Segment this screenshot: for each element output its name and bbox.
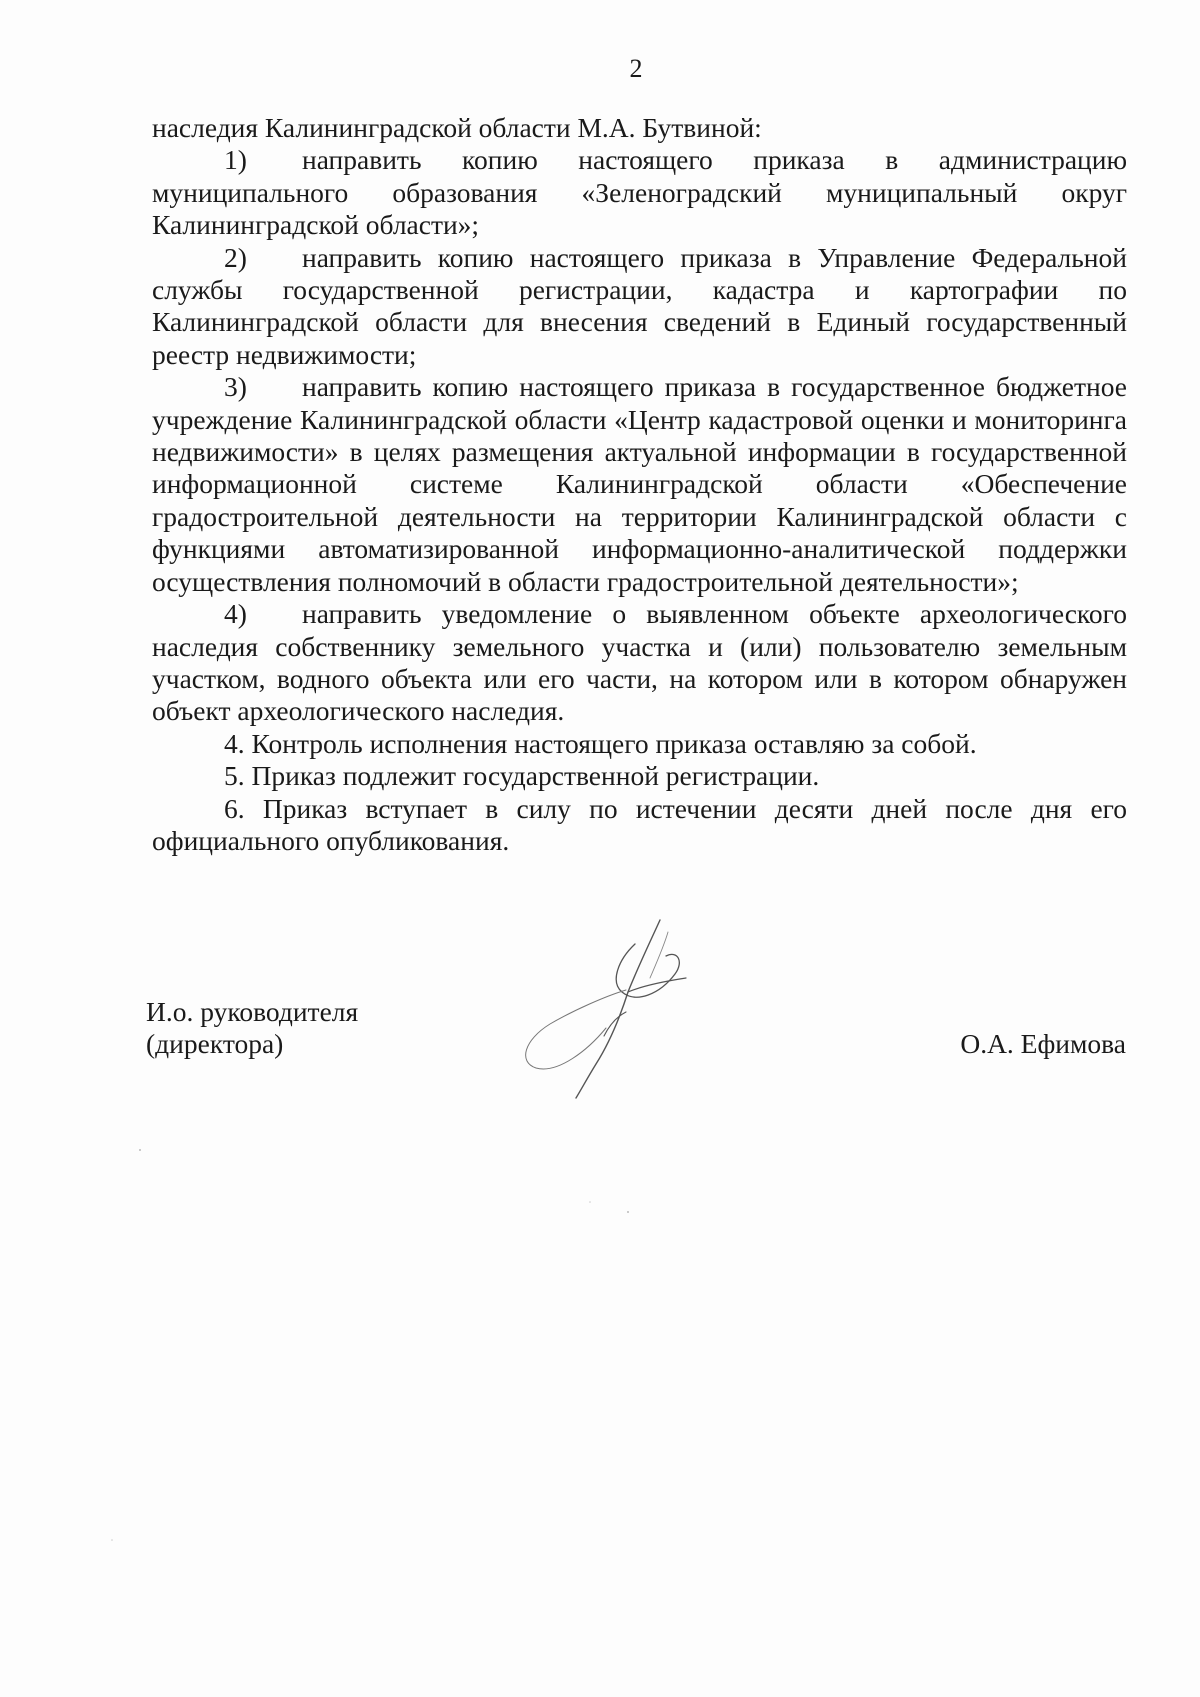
scan-speck <box>589 1201 591 1203</box>
list-item-number: 1) <box>224 144 247 176</box>
scan-speck <box>111 1539 113 1541</box>
scan-speck <box>139 1149 141 1151</box>
list-item-text: направить копию настоящего приказа в государственное бюджетное учреждение Калининградской области «Центр кадастровой оценки и мониторинга недвижимости» в целях размещения актуальной информации в государственной информационной системе Калининградской области «Обеспечение градостроительной деятельности на территории Калининградской области с функциями автоматизированной информационно-аналитической поддержки осуществления полномочий в области градостроительной деятельности»; <box>152 371 1127 597</box>
list-item-text: направить копию настоящего приказа в Управление Федеральной службы государственной регистрации, кадастра и картографии по Калининградской области для внесения сведений в Единый государственный реестр недвижимости; <box>152 241 1127 370</box>
intro-line: наследия Калининградской области М.А. Бутвиной: <box>152 112 762 143</box>
paragraph-control: 4. Контроль исполнения настоящего приказа оставляю за собой. <box>224 727 977 759</box>
list-item-text: направить копию настоящего приказа в администрацию муниципального образования «Зеленоградский муниципальный округ Калининградской области»; <box>152 144 1127 241</box>
signatory-title-line: (директора) <box>146 1028 284 1059</box>
list-item-number: 3) <box>224 371 247 403</box>
signatory-name: О.А. Ефимова <box>960 1028 1126 1059</box>
signatory-title-line: И.о. руководителя <box>146 996 359 1027</box>
list-item-number: 2) <box>224 241 247 273</box>
list-item-text: направить уведомление о выявленном объекте археологического наследия собственнику земельного участка и (или) пользователю земельным участком, водного объекта или его части, на котором или в котором обнаружен объект археологического наследия. <box>152 598 1127 727</box>
scan-speck <box>627 1211 629 1213</box>
paragraph-registration: 5. Приказ подлежит государственной регистрации. <box>224 760 820 792</box>
page-number: 2 <box>629 54 643 83</box>
paragraph-effective: 6. Приказ вступает в силу по истечении десяти дней после дня его официального опубликования. <box>152 792 1127 856</box>
list-item-number: 4) <box>224 598 247 630</box>
